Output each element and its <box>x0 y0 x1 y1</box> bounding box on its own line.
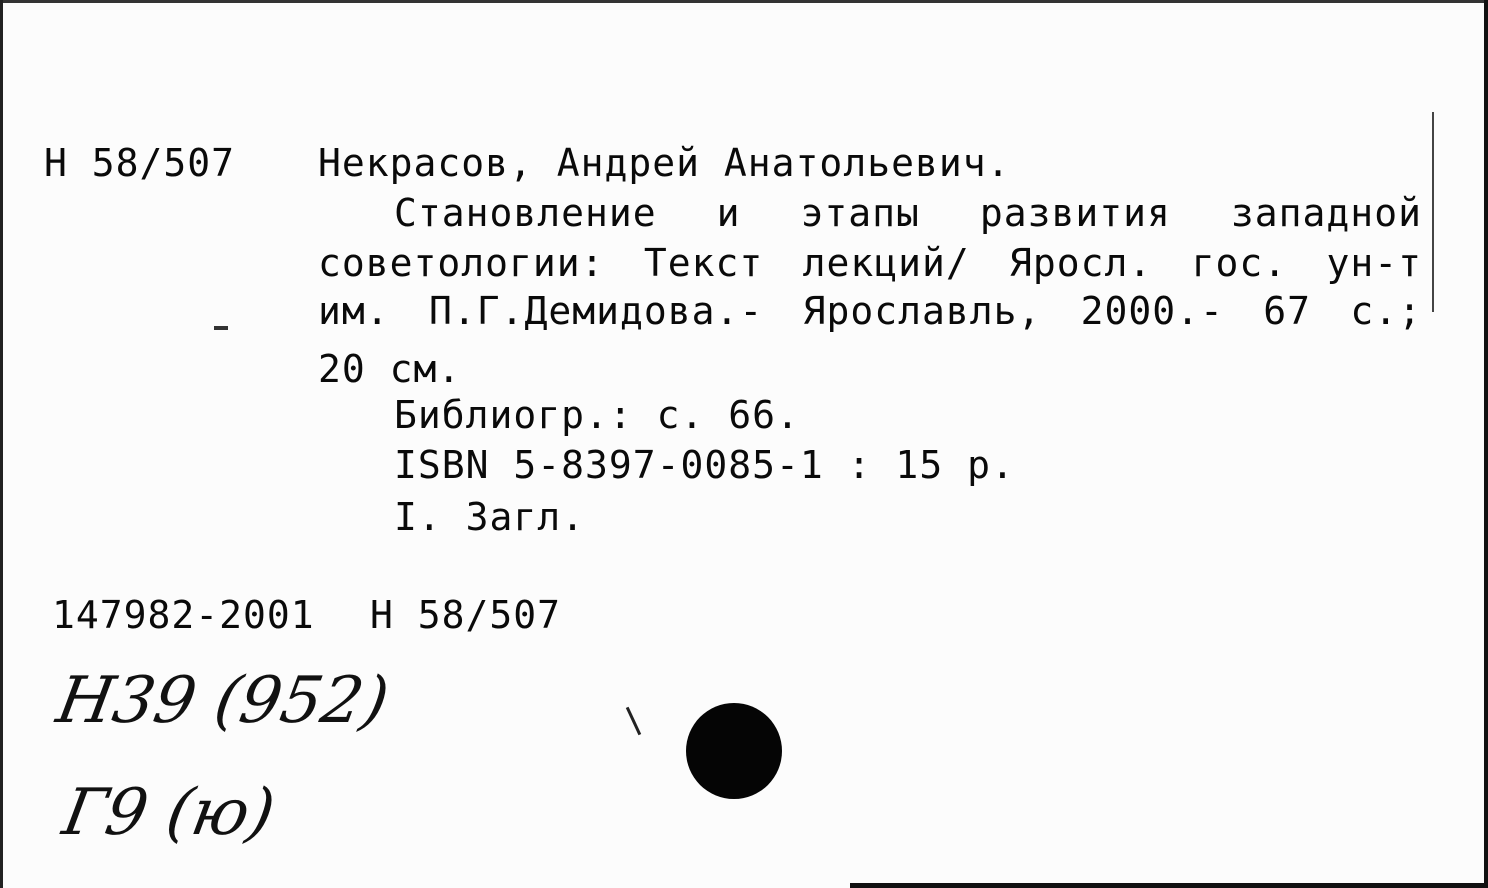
title-word: им. <box>318 289 390 333</box>
title-word: советологии: <box>318 241 605 285</box>
title-word: западной <box>1230 191 1422 235</box>
author-heading: Некрасов, Андрей Анатольевич. <box>318 141 1011 185</box>
title-word: гос. <box>1191 241 1288 285</box>
inventory-call-number: Н 58/507 <box>370 593 562 637</box>
title-line-2 <box>318 240 1422 286</box>
punch-hole <box>686 703 782 799</box>
title-line-3 <box>318 288 1422 334</box>
call-number: Н 58/507 <box>44 141 236 185</box>
title-word: Яросл. <box>1009 241 1153 285</box>
title-word: с.; <box>1350 289 1422 333</box>
inventory-number: 147982-2001 <box>52 593 315 637</box>
dimensions: 20 см. <box>318 347 462 391</box>
title-word: лекций/ <box>802 241 970 285</box>
title-word: и <box>716 191 741 235</box>
card-bottom-edge <box>850 883 1488 888</box>
title-word: ун-т <box>1326 241 1422 285</box>
title-word: этапы <box>800 191 920 235</box>
handwritten-classification-2: Г9 (ю) <box>57 776 281 850</box>
pen-mark <box>626 707 641 735</box>
pen-dash <box>214 326 228 330</box>
title-word: Текст <box>643 241 764 285</box>
isbn-line: ISBN 5-8397-0085-1 : 15 р. <box>394 443 1015 487</box>
title-word: Становление <box>394 191 657 235</box>
tracing: I. Загл. <box>394 495 586 539</box>
title-word: 67 <box>1263 289 1312 333</box>
handwritten-classification-1: Н39 (952) <box>51 664 395 738</box>
card-top-edge <box>0 0 1488 3</box>
title-word: П.Г.Демидова.- <box>428 289 764 333</box>
margin-rule <box>1432 112 1434 312</box>
title-line-1 <box>318 190 1422 236</box>
title-word: 2000.- <box>1080 289 1224 333</box>
title-word: Ярославль, <box>802 289 1042 333</box>
bibliography-note: Библиогр.: с. 66. <box>394 393 800 437</box>
card-left-edge <box>0 0 3 888</box>
card-right-edge <box>1484 0 1488 888</box>
title-word: развития <box>979 191 1171 235</box>
